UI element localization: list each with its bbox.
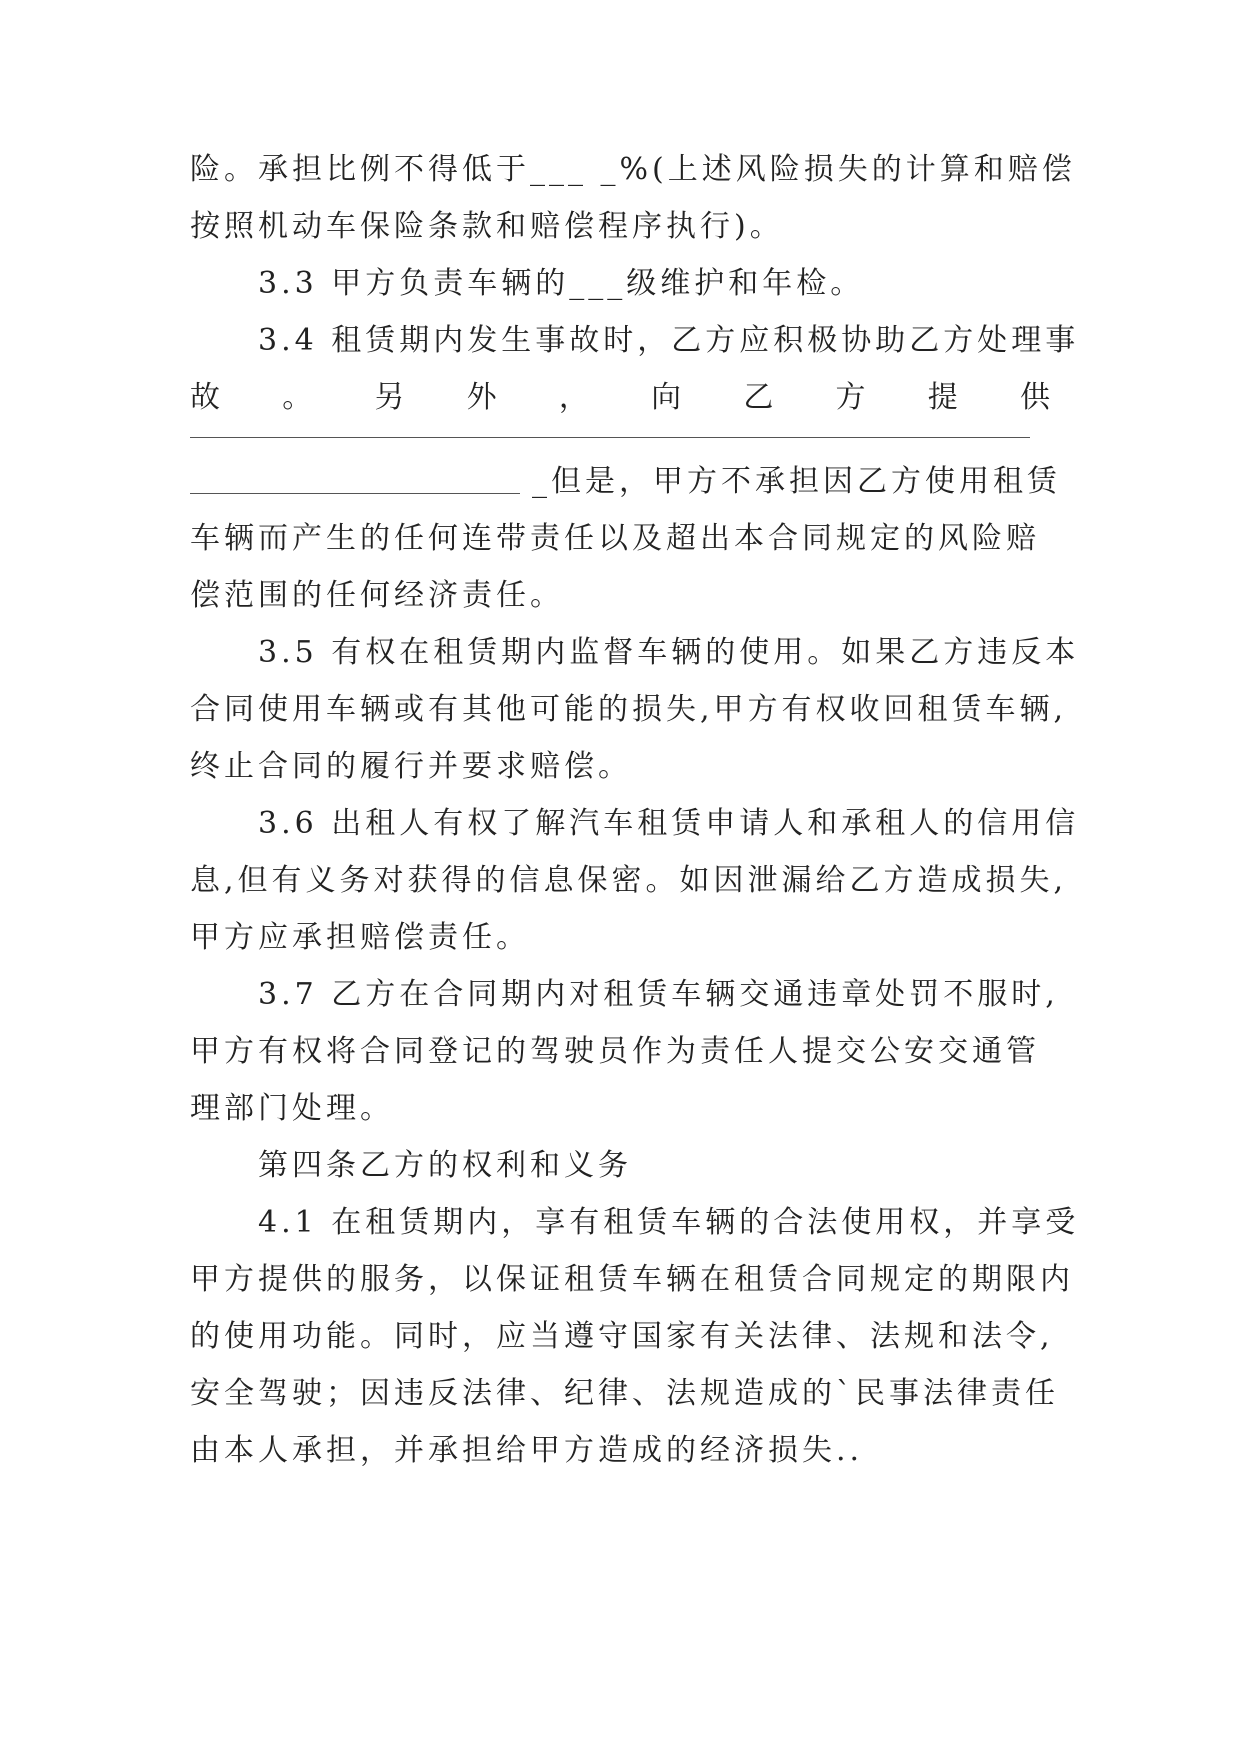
text-line-spread (190, 378, 1050, 418)
text-line: 偿范围的任何经济责任。 (190, 578, 564, 613)
clause-3-3: 3.3 甲方负责车辆的___级维护和年检。 (258, 266, 865, 301)
text-line: 安全驾驶；因违反法律、纪律、法规造成的`民事法律责任 (190, 1376, 1059, 1411)
text-glyph: 乙 (743, 380, 774, 415)
fill-in-blank-line (190, 493, 520, 494)
text-glyph: 外 (466, 380, 497, 415)
text-line: 终止合同的履行并要求赔偿。 (190, 749, 632, 784)
clause-3-6: 3.6 出租人有权了解汽车租赁申请人和承租人的信用信 (258, 806, 1080, 841)
text-line: 合同使用车辆或有其他可能的损失,甲方有权收回租赁车辆, (190, 692, 1068, 727)
text-line: 理部门处理。 (190, 1091, 394, 1126)
text-line: 车辆而产生的任何连带责任以及超出本合同规定的风险赔 (190, 521, 1040, 556)
text-glyph: 提 (927, 380, 958, 415)
text-line: 甲方提供的服务，以保证租赁车辆在租赁合同规定的期限内 (190, 1262, 1074, 1297)
clause-3-5: 3.5 有权在租赁期内监督车辆的使用。如果乙方违反本 (258, 635, 1080, 670)
clause-3-7: 3.7 乙方在合同期内对租赁车辆交通违章处罚不服时, (258, 977, 1059, 1012)
text-line: 息,但有义务对获得的信息保密。如因泄漏给乙方造成损失, (190, 863, 1068, 898)
text-line: 险。承担比例不得低于___ _%(上述风险损失的计算和赔偿 (190, 152, 1076, 187)
text-glyph: 。 (282, 380, 313, 415)
fill-in-blank-line (190, 437, 1030, 438)
clause-3-4: 3.4 租赁期内发生事故时，乙方应积极协助乙方处理事 (258, 323, 1080, 358)
text-line: 甲方有权将合同登记的驾驶员作为责任人提交公安交通管 (190, 1034, 1040, 1069)
text-line: 由本人承担，并承担给甲方造成的经济损失.. (190, 1433, 864, 1468)
text-glyph: 供 (1019, 380, 1050, 415)
text-line: 甲方应承担赔偿责任。 (190, 920, 530, 955)
text-glyph: 方 (835, 380, 866, 415)
text-glyph: 向 (651, 380, 682, 415)
section-heading-article-4: 第四条乙方的权利和义务 (258, 1148, 632, 1183)
text-line: 按照机动车保险条款和赔偿程序执行)。 (190, 209, 784, 244)
text-glyph: 另 (374, 380, 405, 415)
text-line: _但是，甲方不承担因乙方使用租赁 (532, 464, 1061, 499)
text-glyph: ， (558, 380, 589, 415)
clause-4-1: 4.1 在租赁期内，享有租赁车辆的合法使用权，并享受 (258, 1205, 1080, 1240)
text-line: 的使用功能。同时，应当遵守国家有关法律、法规和法令, (190, 1319, 1054, 1354)
text-glyph: 故 (190, 380, 220, 415)
